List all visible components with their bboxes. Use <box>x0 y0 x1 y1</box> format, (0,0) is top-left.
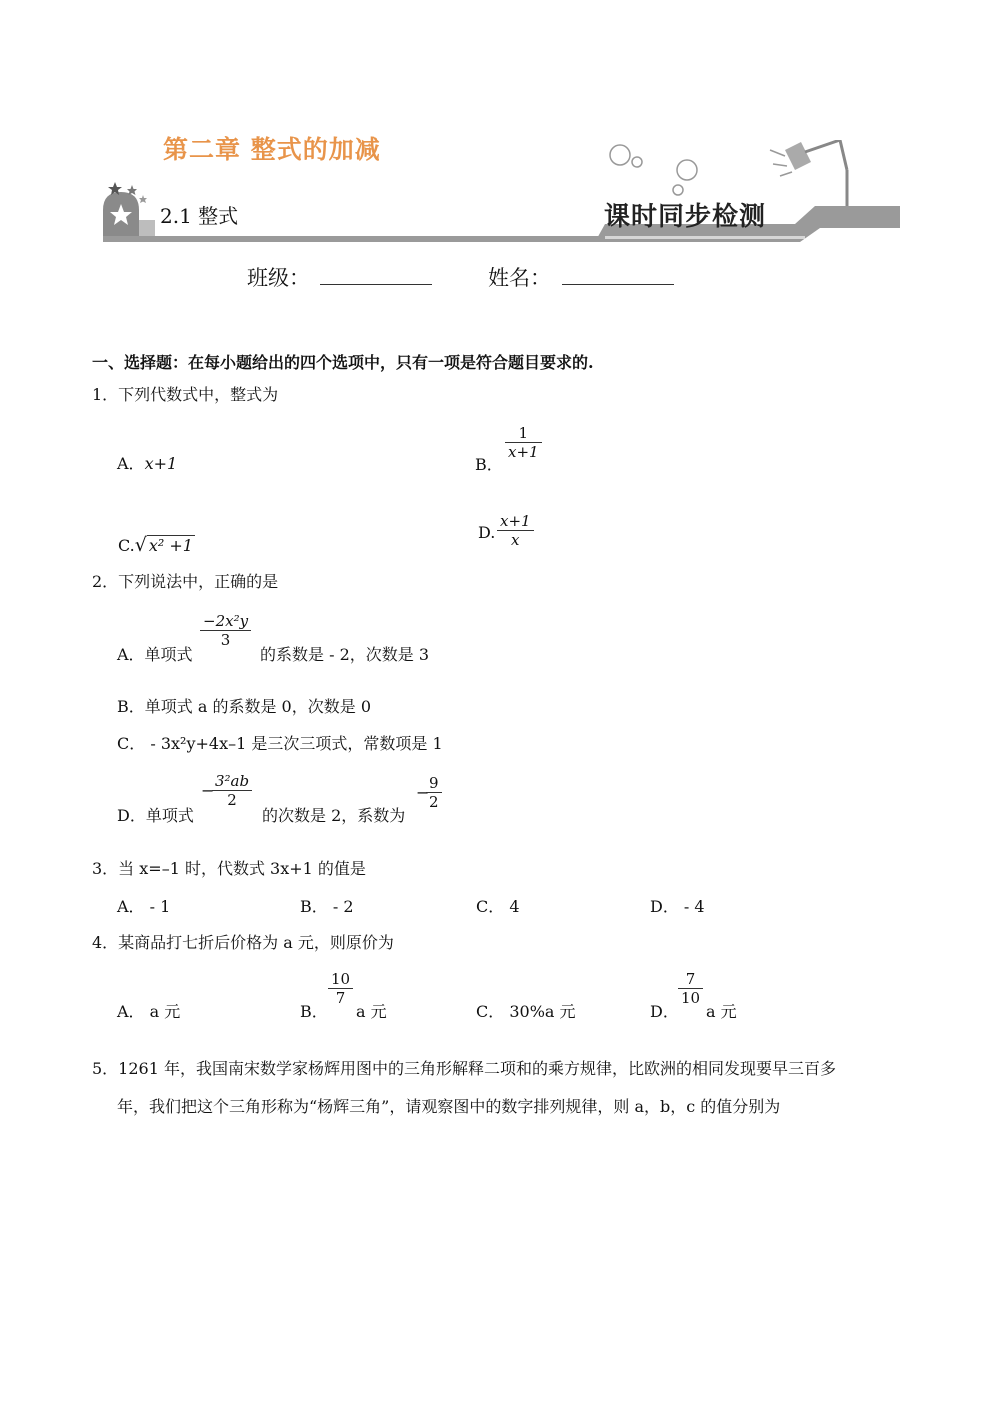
fraction-denominator: 2 <box>429 793 439 811</box>
q1-option-c[interactable] <box>118 535 195 556</box>
sqrt-icon: √ <box>134 534 147 556</box>
fraction-denominator: 7 <box>335 989 346 1007</box>
q4-option-d-fraction <box>678 970 703 1007</box>
section-title: 2.1 整式 <box>160 204 239 228</box>
name-blank[interactable] <box>562 262 674 285</box>
q1-c-radicand: x² +1 <box>148 536 193 555</box>
fraction-numerator: 7 <box>678 970 703 989</box>
q2-option-a-tail: 的系数是 ‑ 2，次数是 3 <box>260 645 430 664</box>
q4-option-a[interactable]: A． a 元 <box>117 1002 181 1021</box>
q2-option-d-coef-sign: − <box>416 783 430 802</box>
section-heading: 一、选择题：在每小题给出的四个选项中，只有一项是符合题目要求的. <box>92 353 594 372</box>
desk-lamp-icon <box>770 140 847 206</box>
q5-stem-line1: 5．1261 年，我国南宋数学家杨辉用图中的三角形解释二项和的乘方规律，比欧洲的相同发现要早三百多 <box>92 1059 836 1078</box>
fraction-numerator: x+1 <box>497 512 534 531</box>
q2-stem: 2．下列说法中，正确的是 <box>92 572 279 591</box>
fraction-numerator: 10 <box>328 970 353 989</box>
q2-option-b[interactable]: B．单项式 a 的系数是 0，次数是 0 <box>117 697 372 716</box>
q1-a-expr: x+1 <box>144 454 178 473</box>
q1-option-b-fraction <box>505 424 542 461</box>
q2-option-d-mid: 的次数是 2，系数为 <box>262 806 406 825</box>
q1-option-d-fraction <box>497 512 534 549</box>
q2-option-d-coef-fraction <box>426 774 442 811</box>
option-label: C. <box>118 536 135 555</box>
star-badge-icon <box>103 182 155 240</box>
fraction-numerator: 9 <box>426 774 442 793</box>
class-label: 班级： <box>247 266 310 290</box>
q2-option-d-sign: − <box>201 781 215 800</box>
q4-option-d-label[interactable]: D． <box>650 1002 679 1021</box>
fraction-numerator: 3²ab <box>212 772 252 791</box>
fraction-denominator: x <box>511 531 520 549</box>
fraction-denominator: 2 <box>227 791 237 809</box>
q4-option-b-fraction <box>328 970 353 1007</box>
q2-option-d-label[interactable]: D．单项式 <box>117 806 194 825</box>
class-blank[interactable] <box>320 262 432 285</box>
q2-option-c[interactable]: C． ‑ 3x²y+4x–1 是三次三项式，常数项是 1 <box>117 734 443 753</box>
fraction-denominator: x+1 <box>508 443 539 461</box>
q1-option-b-label[interactable]: B． <box>475 455 503 474</box>
q4-option-d-tail: a 元 <box>706 1002 737 1021</box>
q4-option-b-tail: a 元 <box>356 1002 387 1021</box>
q3-option-c[interactable]: C． 4 <box>476 897 520 916</box>
fraction-denominator: 10 <box>681 989 701 1007</box>
header-banner <box>95 140 905 245</box>
q2-option-a-fraction <box>200 612 251 649</box>
q1-option-a[interactable] <box>117 454 177 474</box>
option-label: A． <box>117 454 145 473</box>
q5-stem-line2: 年，我们把这个三角形称为“杨辉三角”，请观察图中的数字排列规律，则 a，b，c 的值分别为 <box>117 1097 781 1116</box>
q4-option-c[interactable]: C． 30%a 元 <box>476 1002 576 1021</box>
q3-option-b[interactable]: B． ‑ 2 <box>300 897 354 916</box>
fraction-denominator: 3 <box>220 631 231 649</box>
header-bar <box>103 236 603 242</box>
slogan: 课时同步检测 <box>604 202 767 232</box>
fraction-numerator: 1 <box>505 424 542 443</box>
name-label: 姓名： <box>488 266 551 290</box>
q3-stem: 3．当 x=–1 时，代数式 3x+1 的值是 <box>92 859 366 878</box>
q1-option-d-label[interactable]: D. <box>478 523 496 542</box>
q3-option-a[interactable]: A． ‑ 1 <box>117 897 171 916</box>
q2-option-a-label[interactable]: A．单项式 <box>117 645 193 664</box>
q4-option-b-label[interactable]: B． <box>300 1002 328 1021</box>
q3-option-d[interactable]: D． ‑ 4 <box>650 897 705 916</box>
q2-option-d-fraction <box>212 772 252 809</box>
q1-stem: 1．下列代数式中，整式为 <box>92 385 279 404</box>
chapter-title: 第二章 整式的加减 <box>163 135 381 164</box>
q4-stem: 4．某商品打七折后价格为 a 元，则原价为 <box>92 933 394 952</box>
fraction-numerator: −2x²y <box>200 612 251 631</box>
